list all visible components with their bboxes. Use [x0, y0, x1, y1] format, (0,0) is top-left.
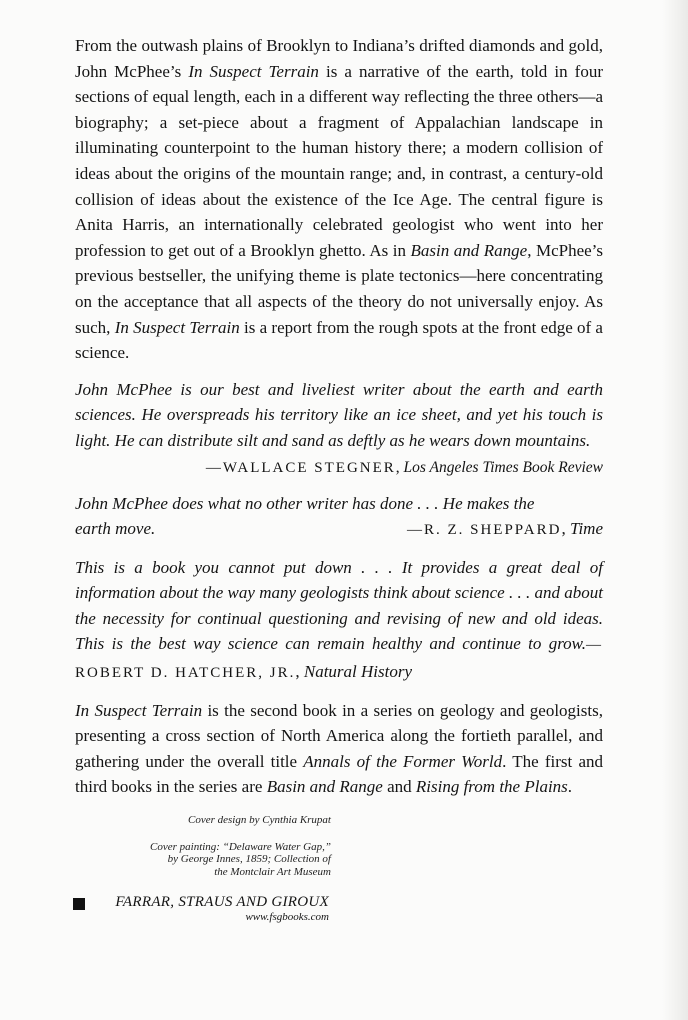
publisher-name: FARRAR, STRAUS AND GIROUX [115, 894, 329, 911]
description-text-4: is a report from the rough spots at the front edge of a science. [75, 317, 603, 363]
first-book-title: Basin and Range [266, 777, 383, 797]
cover-painting-credit-2: by George Innes, 1859; Collection of [167, 853, 331, 866]
series-paragraph [75, 698, 603, 800]
stegner-name: —WALLACE STEGNER [205, 459, 396, 476]
series-text-4: . [567, 777, 573, 797]
hatcher-name: —ROBERT D. HATCHER, JR. [75, 637, 603, 682]
cover-painting-credit-3: the Montclair Art Museum [214, 865, 331, 878]
sheppard-name: —R. Z. SHEPPARD [406, 522, 562, 539]
description-text-3: , McPhee’s previous bestseller, the unifying theme is plate tectonics—here concentrating on the acceptance that all aspects of the theory do not universally enjoy. As such, [75, 240, 604, 337]
publisher-square-icon [73, 898, 85, 910]
description-paragraph [75, 33, 603, 366]
sheppard-quote-end: earth move. [75, 519, 156, 539]
cover-credits [125, 814, 331, 878]
publisher-block [75, 894, 603, 924]
page-edge-shadow [662, 0, 688, 1020]
stegner-attribution: —WALLACE STEGNER, Los Angeles Times Book Review [205, 458, 603, 476]
hatcher-source: Natural History [303, 662, 413, 682]
description-text-2: is a narrative of the earth, told in four sections of equal length, each in a different way reflecting the three others—a biography; a set-piece about a fragment of Appalachian landscape in illuminating counterpoint to the human history there; a modern collision of ideas about the origins of the mountain range; and, in contrast, a century-old collision of ideas about the existence of the Ice Age. The central figure is Anita Harris, an internationally celebrated geologist who went into her profession to get out of a Brooklyn ghetto. As in [75, 61, 603, 260]
series-text-1: is the second book in a series on geology and geologists, presenting a cross section of North America along the fortieth parallel, and gathering under the overall title [75, 700, 603, 771]
back-cover-text [75, 33, 603, 924]
previous-book-title: Basin and Range [410, 240, 528, 260]
series-text-2: . The first and third books in the series are [75, 751, 603, 797]
series-title: Annals of the Former World [303, 751, 503, 771]
hatcher-quote: This is a book you cannot put down . . . It provides a great deal of information about the way many geologists think about science . . . and about the necessity for continual questioning and revising of new and old ideas. This is the best way science can remain healthy and continue to grow.—ROBERT D. HATCHER, JR., Natural History [75, 557, 603, 682]
description-text-1: From the outwash plains of Brooklyn to Indiana’s drifted diamonds and gold, John McPhee’s [75, 36, 603, 81]
book-title-repeat: In Suspect Terrain [114, 317, 240, 337]
series-text-3: and [382, 777, 416, 797]
series-book-title: In Suspect Terrain [75, 700, 203, 720]
sheppard-quote-line-2: earth move. —R. Z. SHEPPARD, Time [75, 516, 603, 544]
sheppard-quote-line-1: John McPhee does what no other writer has done . . . He makes the [75, 493, 535, 513]
stegner-quote: John McPhee is our best and liveliest writer about the earth and earth sciences. He overspreads his territory like an ice sheet, and yet his touch is light. He can distribute silt and sand as deftly as he wears down mountains. [75, 379, 603, 450]
cover-painting-credit-1: Cover painting: “Delaware Water Gap,” [150, 840, 331, 853]
cover-design-credit: Cover design by Cynthia Krupat [188, 814, 331, 827]
publisher-url: www.fsgbooks.com [245, 911, 329, 924]
stegner-source: Los Angeles Times Book Review [403, 458, 603, 476]
hatcher-quote-text: This is a book you cannot put down . . . It provides a great deal of information about the way many geologists think about science . . . and about the necessity for continual questioning and revising of new and old ideas. This is the best way science can remain healthy and continue to grow. [75, 557, 603, 654]
third-book-title: Rising from the Plains [415, 777, 568, 797]
book-title: In Suspect Terrain [188, 61, 319, 81]
sheppard-source: Time [569, 519, 603, 539]
